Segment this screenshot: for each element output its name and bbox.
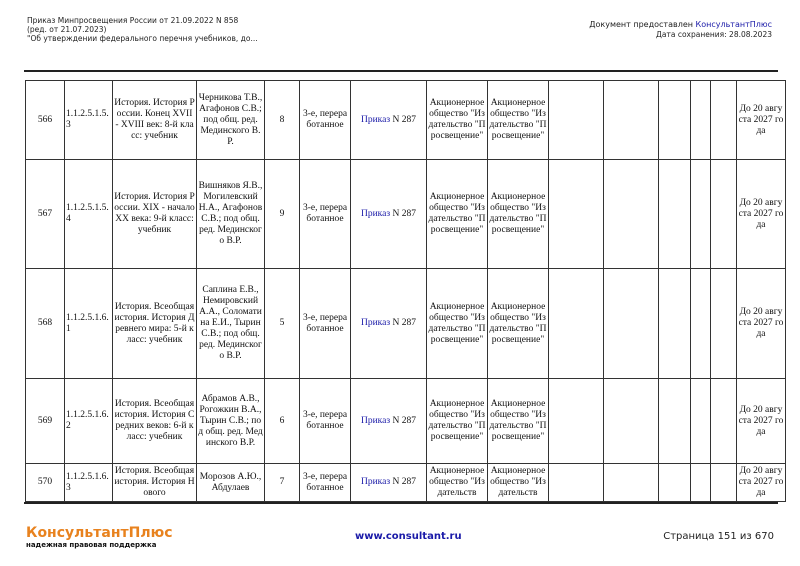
empty-cell xyxy=(549,160,604,269)
approval-order xyxy=(351,160,427,269)
empty-cell xyxy=(604,379,659,464)
order-number: N 287 xyxy=(390,415,416,426)
textbook-code: 1.1.2.5.1.6.1 xyxy=(65,269,113,379)
publisher: Акционерное общество "Издательство "Просвещение" xyxy=(427,160,488,269)
textbook-title: История. История России. XIX - начало XX века: 9-й класс: учебник xyxy=(113,160,197,269)
empty-cell xyxy=(711,81,737,160)
order-number: N 287 xyxy=(390,318,416,328)
empty-cell xyxy=(659,81,691,160)
textbook-title: История. Всеобщая история. История Древнего мира: 5-й класс: учебник xyxy=(113,269,197,379)
approval-order xyxy=(351,464,427,502)
table-row xyxy=(26,160,786,269)
textbook-table xyxy=(25,80,786,502)
order-link[interactable]: Приказ xyxy=(360,318,391,328)
empty-cell xyxy=(711,269,737,379)
textbook-code: 1.1.2.5.1.6.2 xyxy=(65,379,113,464)
valid-until: До 20 августа 2027 года xyxy=(737,160,786,269)
row-number: 566 xyxy=(26,81,65,160)
empty-cell xyxy=(711,464,737,502)
textbook-title: История. Всеобщая история. История Нового xyxy=(113,464,197,502)
doc-title-line1: Приказ Минпросвещения России от 21.09.2022 N 858 xyxy=(27,16,239,25)
order-link[interactable]: Приказ xyxy=(360,114,391,125)
valid-until: До 20 августа 2027 года xyxy=(737,81,786,160)
textbook-code: 1.1.2.5.1.5.4 xyxy=(65,160,113,269)
empty-cell xyxy=(659,464,691,502)
copyright-holder: Акционерное общество "Издательств xyxy=(488,464,549,502)
approval-order xyxy=(351,269,427,379)
approval-order xyxy=(351,81,427,160)
empty-cell xyxy=(691,464,711,502)
consultant-tagline: надежная правовая поддержка xyxy=(26,541,157,549)
copyright-holder: Акционерное общество "Издательство "Просвещение" xyxy=(488,269,549,379)
edition: 3-е, переработанное xyxy=(300,81,351,160)
authors: Вишняков Я.В., Могилевский Н.А., Агафонов С.В.; под общ. ред. Мединского В.Р. xyxy=(197,160,265,269)
empty-cell xyxy=(549,464,604,502)
publisher: Акционерное общество "Издательство "Просвещение" xyxy=(427,81,488,160)
row-number: 568 xyxy=(26,269,65,379)
order-link[interactable]: Приказ xyxy=(360,208,391,219)
table-row xyxy=(26,379,786,464)
row-number: 567 xyxy=(26,160,65,269)
empty-cell xyxy=(604,160,659,269)
grade: 8 xyxy=(265,81,300,160)
empty-cell xyxy=(659,269,691,379)
page-number: Страница 151 из 670 xyxy=(663,531,774,542)
table-row xyxy=(26,81,786,160)
empty-cell xyxy=(604,81,659,160)
empty-cell xyxy=(659,379,691,464)
row-number: 570 xyxy=(26,464,65,502)
textbook-title: История. История России. Конец XVII - XVIII век: 8-й класс: учебник xyxy=(113,81,197,160)
table-row xyxy=(26,464,786,502)
publisher: Акционерное общество "Издательство "Просвещение" xyxy=(427,269,488,379)
grade: 6 xyxy=(265,379,300,464)
textbook-code: 1.1.2.5.1.5.3 xyxy=(65,81,113,160)
order-number: N 287 xyxy=(390,477,416,487)
approval-order xyxy=(351,379,427,464)
empty-cell xyxy=(604,464,659,502)
provider-brand-link[interactable]: КонсультантПлюс xyxy=(695,20,772,29)
order-number: N 287 xyxy=(390,114,416,125)
empty-cell xyxy=(549,379,604,464)
consultant-logo: КонсультантПлюс xyxy=(26,525,173,541)
footer-divider xyxy=(24,502,778,504)
edition: 3-е, переработанное xyxy=(300,379,351,464)
empty-cell xyxy=(711,379,737,464)
copyright-holder: Акционерное общество "Издательство "Просвещение" xyxy=(488,160,549,269)
provided-prefix: Документ предоставлен xyxy=(589,20,696,29)
row-number: 569 xyxy=(26,379,65,464)
textbook-title: История. Всеобщая история. История Средних веков: 6-й класс: учебник xyxy=(113,379,197,464)
edition: 3-е, переработанное xyxy=(300,160,351,269)
empty-cell xyxy=(549,269,604,379)
valid-until: До 20 августа 2027 года xyxy=(737,464,786,502)
document-header xyxy=(27,16,258,43)
valid-until: До 20 августа 2027 года xyxy=(737,269,786,379)
empty-cell xyxy=(691,81,711,160)
order-link[interactable]: Приказ xyxy=(360,477,391,487)
edition: 3-е, переработанное xyxy=(300,464,351,502)
authors: Черникова Т.В., Агафонов С.В.; под общ. ред. Мединского В.Р. xyxy=(197,81,265,160)
grade: 9 xyxy=(265,160,300,269)
publisher: Акционерное общество "Издательств xyxy=(427,464,488,502)
doc-title-line3: "Об утверждении федерального перечня учебников, до... xyxy=(27,34,258,43)
empty-cell xyxy=(549,81,604,160)
empty-cell xyxy=(711,160,737,269)
empty-cell xyxy=(691,379,711,464)
order-link[interactable]: Приказ xyxy=(360,415,391,426)
empty-cell xyxy=(691,160,711,269)
empty-cell xyxy=(691,269,711,379)
empty-cell xyxy=(604,269,659,379)
provider-info xyxy=(589,20,772,40)
grade: 7 xyxy=(265,464,300,502)
doc-title-line2: (ред. от 21.07.2023) xyxy=(27,25,107,34)
copyright-holder: Акционерное общество "Издательство "Просвещение" xyxy=(488,379,549,464)
textbook-code: 1.1.2.5.1.6.3 xyxy=(65,464,113,502)
order-number: N 287 xyxy=(390,208,416,219)
publisher: Акционерное общество "Издательство "Просвещение" xyxy=(427,379,488,464)
authors: Морозов А.Ю., Абдулаев xyxy=(197,464,265,502)
copyright-holder: Акционерное общество "Издательство "Просвещение" xyxy=(488,81,549,160)
authors: Абрамов А.В., Рогожкин В.А., Тырин С.В.; под общ. ред. Мединского В.Р. xyxy=(197,379,265,464)
website-link[interactable]: www.consultant.ru xyxy=(355,531,462,542)
save-date: Дата сохранения: 28.08.2023 xyxy=(656,30,772,39)
table-row xyxy=(26,269,786,379)
empty-cell xyxy=(659,160,691,269)
header-divider xyxy=(24,70,778,72)
valid-until: До 20 августа 2027 года xyxy=(737,379,786,464)
authors: Саплина Е.В., Немировский А.А., Соломатина Е.И., Тырин С.В.; под общ. ред. Мединского В.Р. xyxy=(197,269,265,379)
edition: 3-е, переработанное xyxy=(300,269,351,379)
grade: 5 xyxy=(265,269,300,379)
